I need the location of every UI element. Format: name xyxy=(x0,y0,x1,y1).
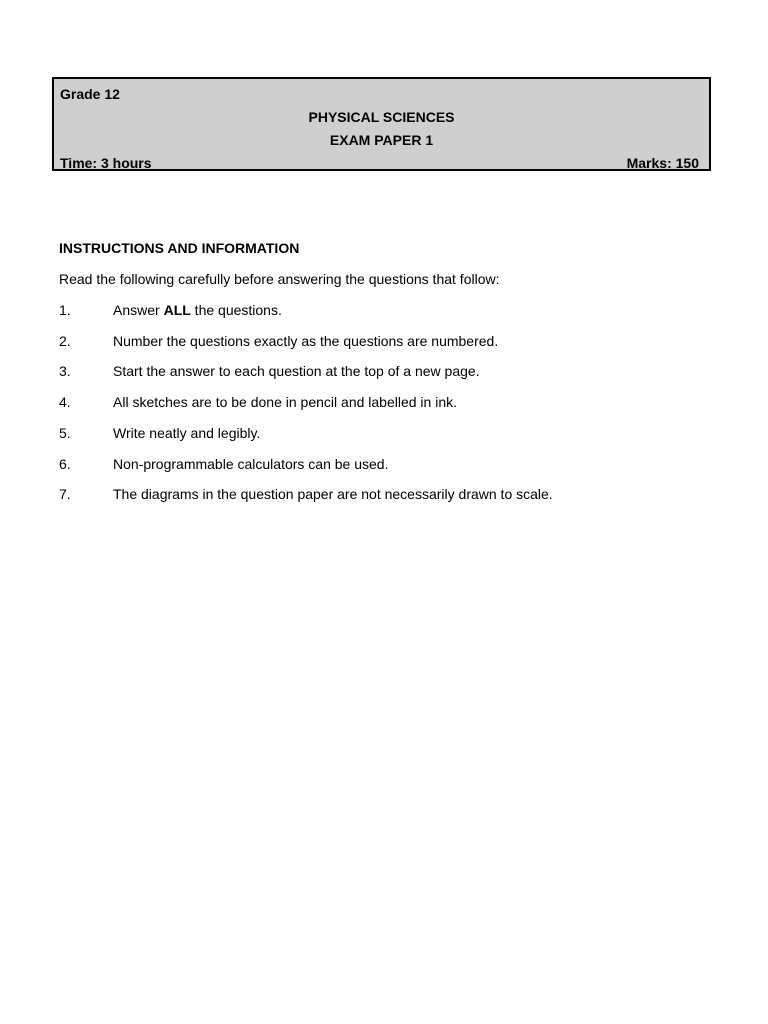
instruction-text: All sketches are to be done in pencil and labelled in ink. xyxy=(113,394,457,410)
grade-label: Grade 12 xyxy=(60,86,120,102)
instructions-intro: Read the following carefully before answering the questions that follow: xyxy=(59,271,500,287)
instruction-item xyxy=(59,425,739,445)
exam-header-box xyxy=(52,77,711,171)
instruction-text: Write neatly and legibly. xyxy=(113,425,261,441)
instruction-text: The diagrams in the question paper are not necessarily drawn to scale. xyxy=(113,486,553,502)
instruction-item xyxy=(59,456,739,476)
instruction-item xyxy=(59,486,739,506)
instruction-text-after: the questions. xyxy=(190,302,282,318)
instruction-text: Start the answer to each question at the top of a new page. xyxy=(113,363,480,379)
instruction-text-bold: ALL xyxy=(163,302,191,318)
instruction-text-before: Answer xyxy=(113,302,164,318)
instruction-item xyxy=(59,302,739,322)
marks-label: Marks: 150 xyxy=(626,155,699,171)
subject-title: PHYSICAL SCIENCES xyxy=(308,109,455,125)
instruction-item xyxy=(59,363,739,383)
instruction-number: 6. xyxy=(59,456,71,472)
instruction-item xyxy=(59,333,739,353)
instruction-number: 3. xyxy=(59,363,71,379)
instruction-number: 5. xyxy=(59,425,71,441)
instructions-heading: INSTRUCTIONS AND INFORMATION xyxy=(59,240,300,256)
instruction-number: 7. xyxy=(59,486,71,502)
instruction-item xyxy=(59,394,739,414)
instruction-text: Number the questions exactly as the questions are numbered. xyxy=(113,333,499,349)
instruction-text: Non-programmable calculators can be used. xyxy=(113,456,389,472)
instruction-number: 1. xyxy=(59,302,71,318)
instruction-number: 2. xyxy=(59,333,71,349)
time-label: Time: 3 hours xyxy=(60,155,152,171)
instruction-text xyxy=(113,302,282,318)
paper-title: EXAM PAPER 1 xyxy=(329,132,434,148)
instruction-number: 4. xyxy=(59,394,71,410)
